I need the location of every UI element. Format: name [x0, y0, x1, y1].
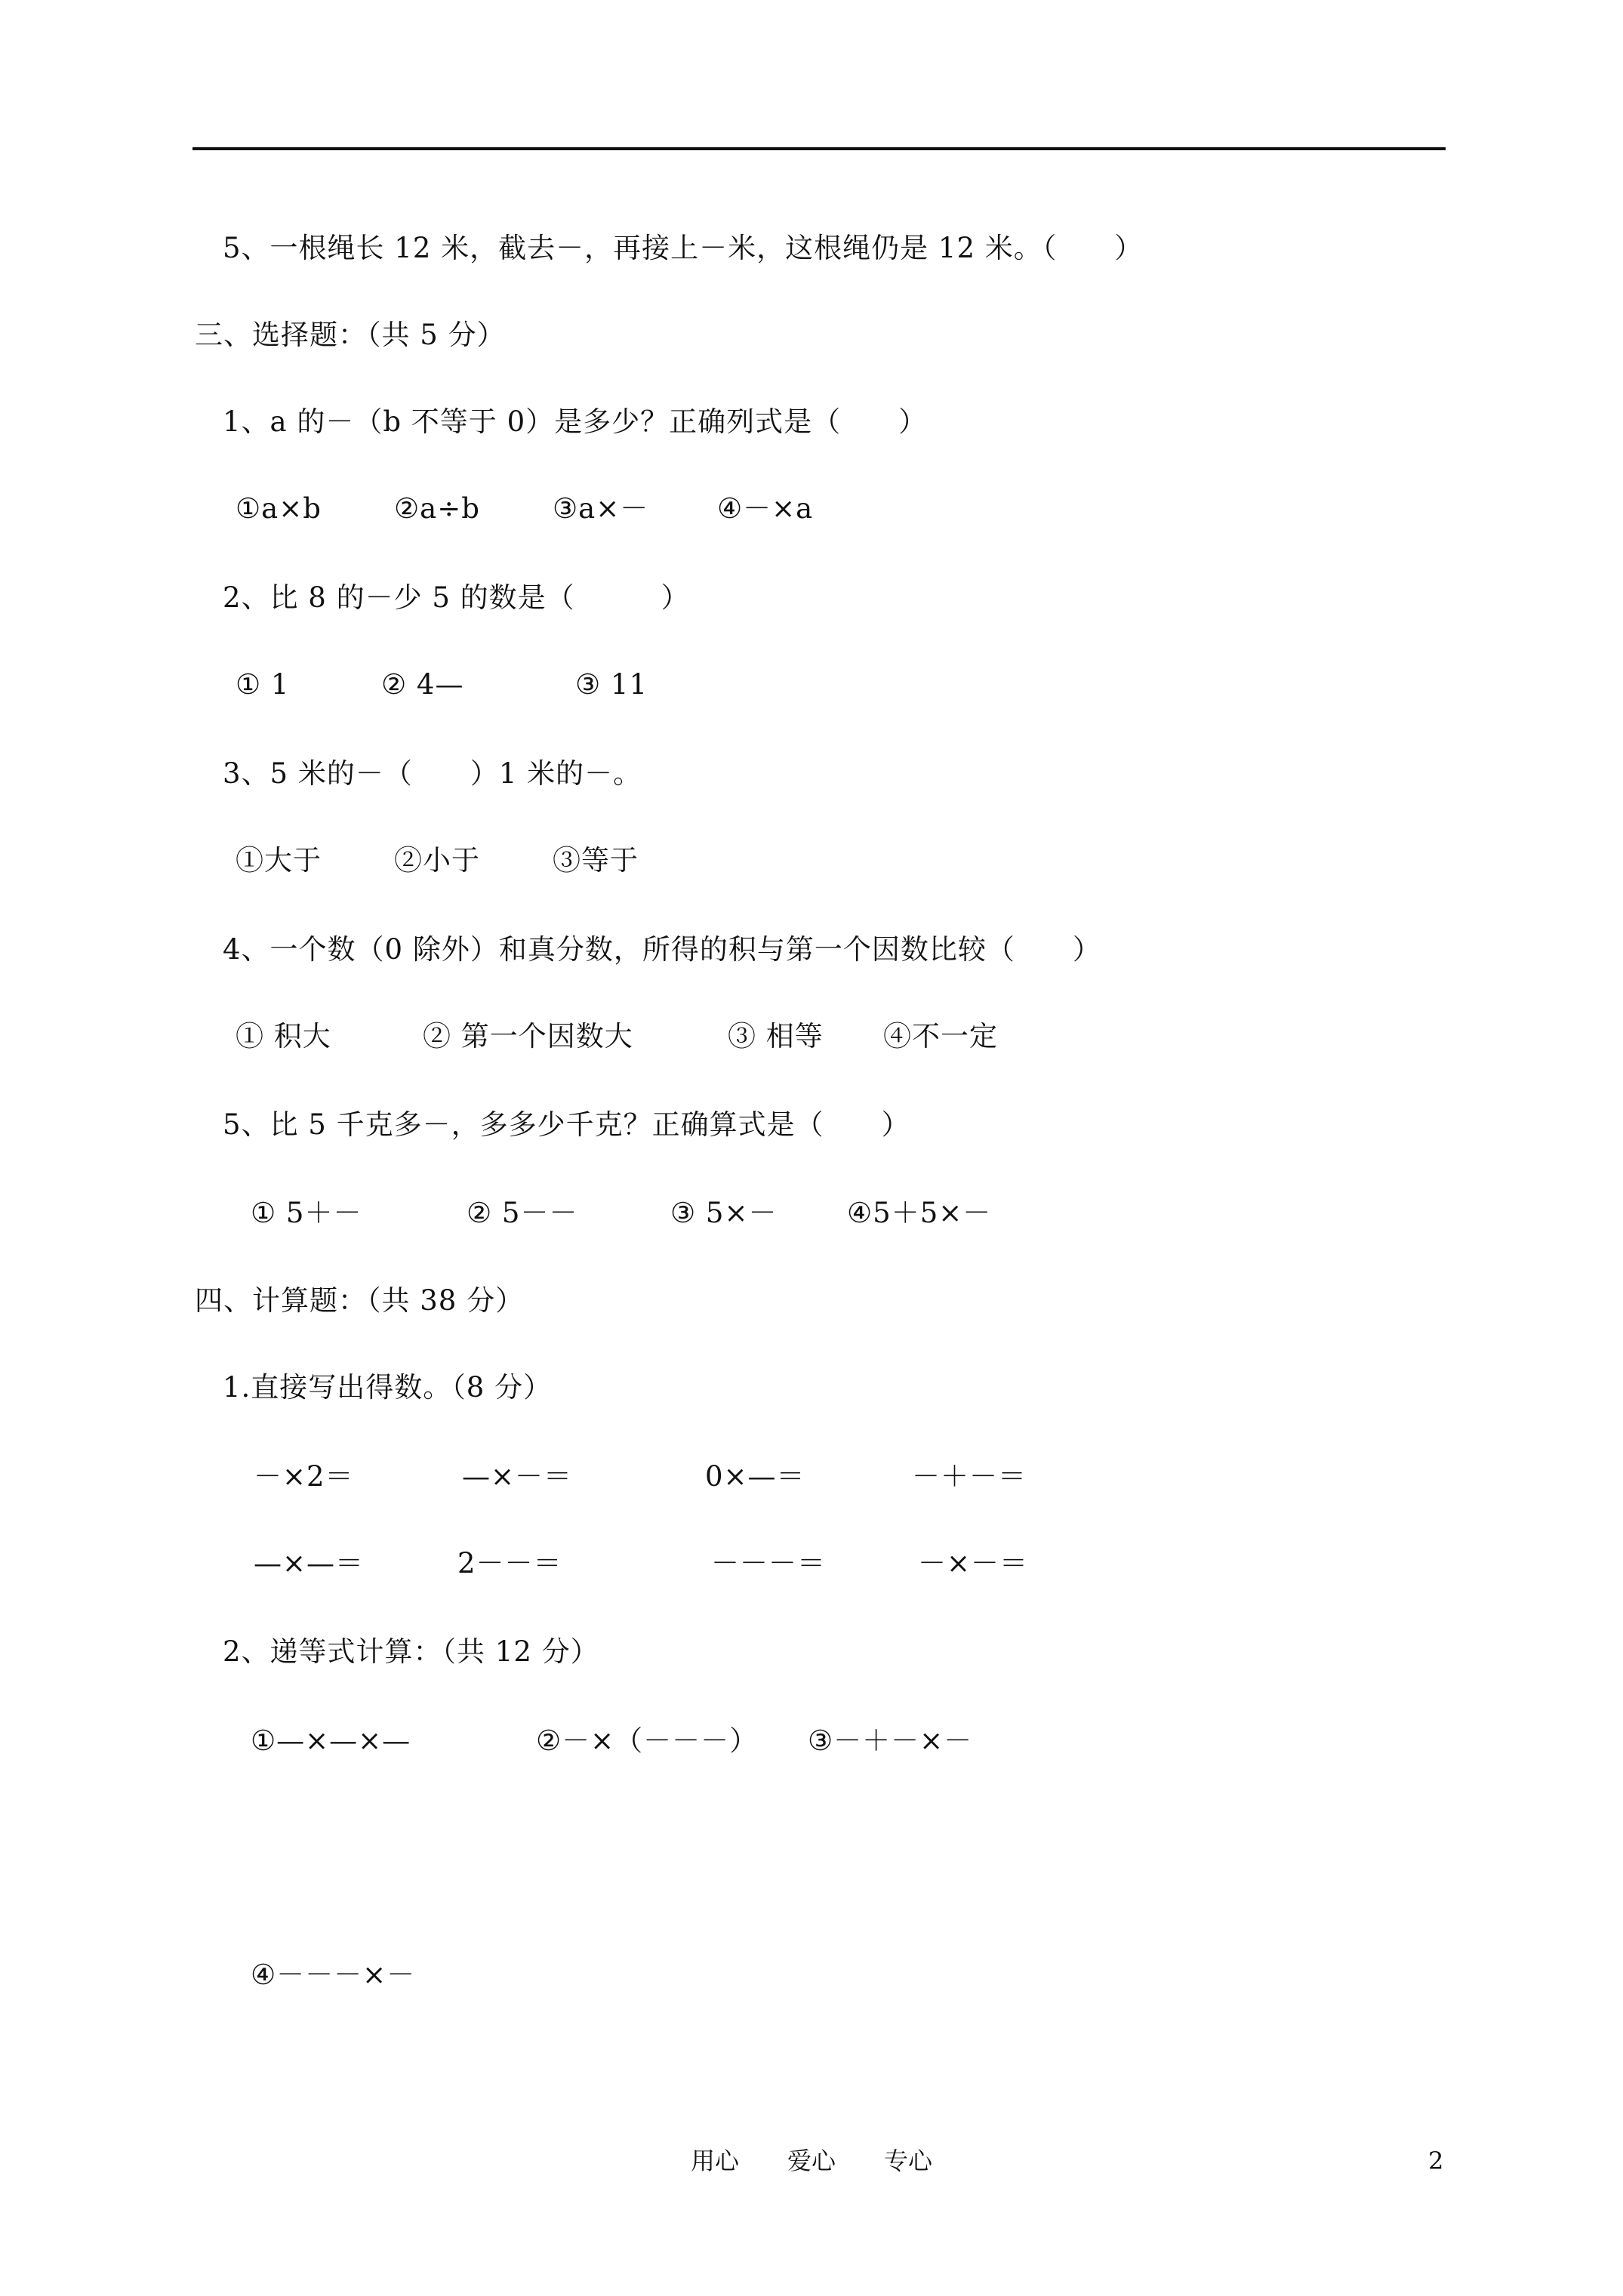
question-3-4: 4、一个数（0 除外）和真分数，所得的积与第一个因数比较（ ） [223, 933, 1101, 966]
option: ③a×－ [553, 492, 649, 525]
expression: ②－×（－－－） [536, 1724, 759, 1757]
footer-word: 用心 [690, 2147, 739, 2175]
question-4-1: 1.直接写出得数。（8 分） [223, 1371, 553, 1404]
option: ① 积大 [236, 1020, 331, 1052]
option: ③ 5×－ [670, 1197, 778, 1229]
expression: —×—＝ [254, 1547, 365, 1579]
expression: －－－＝ [711, 1547, 826, 1579]
option: ③ 11 [575, 668, 648, 701]
expression: —×－＝ [462, 1460, 573, 1493]
option: ① 1 [236, 668, 290, 701]
section-4-heading: 四、计算题：（共 38 分） [195, 1284, 525, 1317]
question-3-5: 5、比 5 千克多－，多多少千克？正确算式是（ ） [223, 1108, 910, 1141]
expression: 0×—＝ [705, 1460, 805, 1493]
expression: －×2＝ [254, 1460, 354, 1493]
option: ② 5－－ [467, 1197, 578, 1229]
option: ③等于 [553, 844, 639, 877]
option: ② 4— [381, 668, 464, 701]
question-3-3: 3、5 米的－（ ）1 米的－。 [223, 757, 642, 790]
question-3-2: 2、比 8 的－少 5 的数是（ ） [223, 581, 690, 614]
question-2-5: 5、一根绳长 12 米，截去－，再接上－米，这根绳仍是 12 米。（ ） [223, 232, 1144, 264]
footer-word: 爱心 [787, 2147, 836, 2175]
option: ① 5＋－ [251, 1197, 362, 1229]
expression: ④－－－×－ [251, 1959, 416, 1991]
question-4-2-row-2 [251, 1959, 416, 2025]
expression: －＋－＝ [912, 1460, 1027, 1493]
expression: 2－－＝ [457, 1547, 562, 1579]
question-4-2: 2、递等式计算：（共 12 分） [223, 1635, 599, 1668]
question-3-1: 1、a 的－（b 不等于 0）是多少？正确列式是（ ） [223, 405, 928, 438]
footer-motto [0, 2146, 1623, 2176]
option: ④5＋5×－ [847, 1197, 992, 1229]
option: ①a×b [236, 492, 322, 525]
footer-word: 专心 [884, 2147, 933, 2175]
option: ①大于 [236, 844, 322, 877]
option: ③ 相等 [728, 1020, 824, 1052]
header-rule [192, 147, 1446, 150]
option: ② 第一个因数大 [423, 1020, 633, 1052]
expression: ①—×—×— [251, 1724, 411, 1757]
option: ②a÷b [394, 492, 480, 525]
expression: －×－＝ [918, 1547, 1029, 1579]
option: ②小于 [394, 844, 480, 877]
section-3-heading: 三、选择题：（共 5 分） [195, 319, 506, 351]
question-4-2-row-1 [251, 1724, 973, 1857]
page-number: 2 [1428, 2147, 1444, 2175]
option: ④不一定 [883, 1020, 998, 1052]
option: ④－×a [717, 492, 814, 525]
expression: ③－＋－×－ [808, 1724, 973, 1757]
